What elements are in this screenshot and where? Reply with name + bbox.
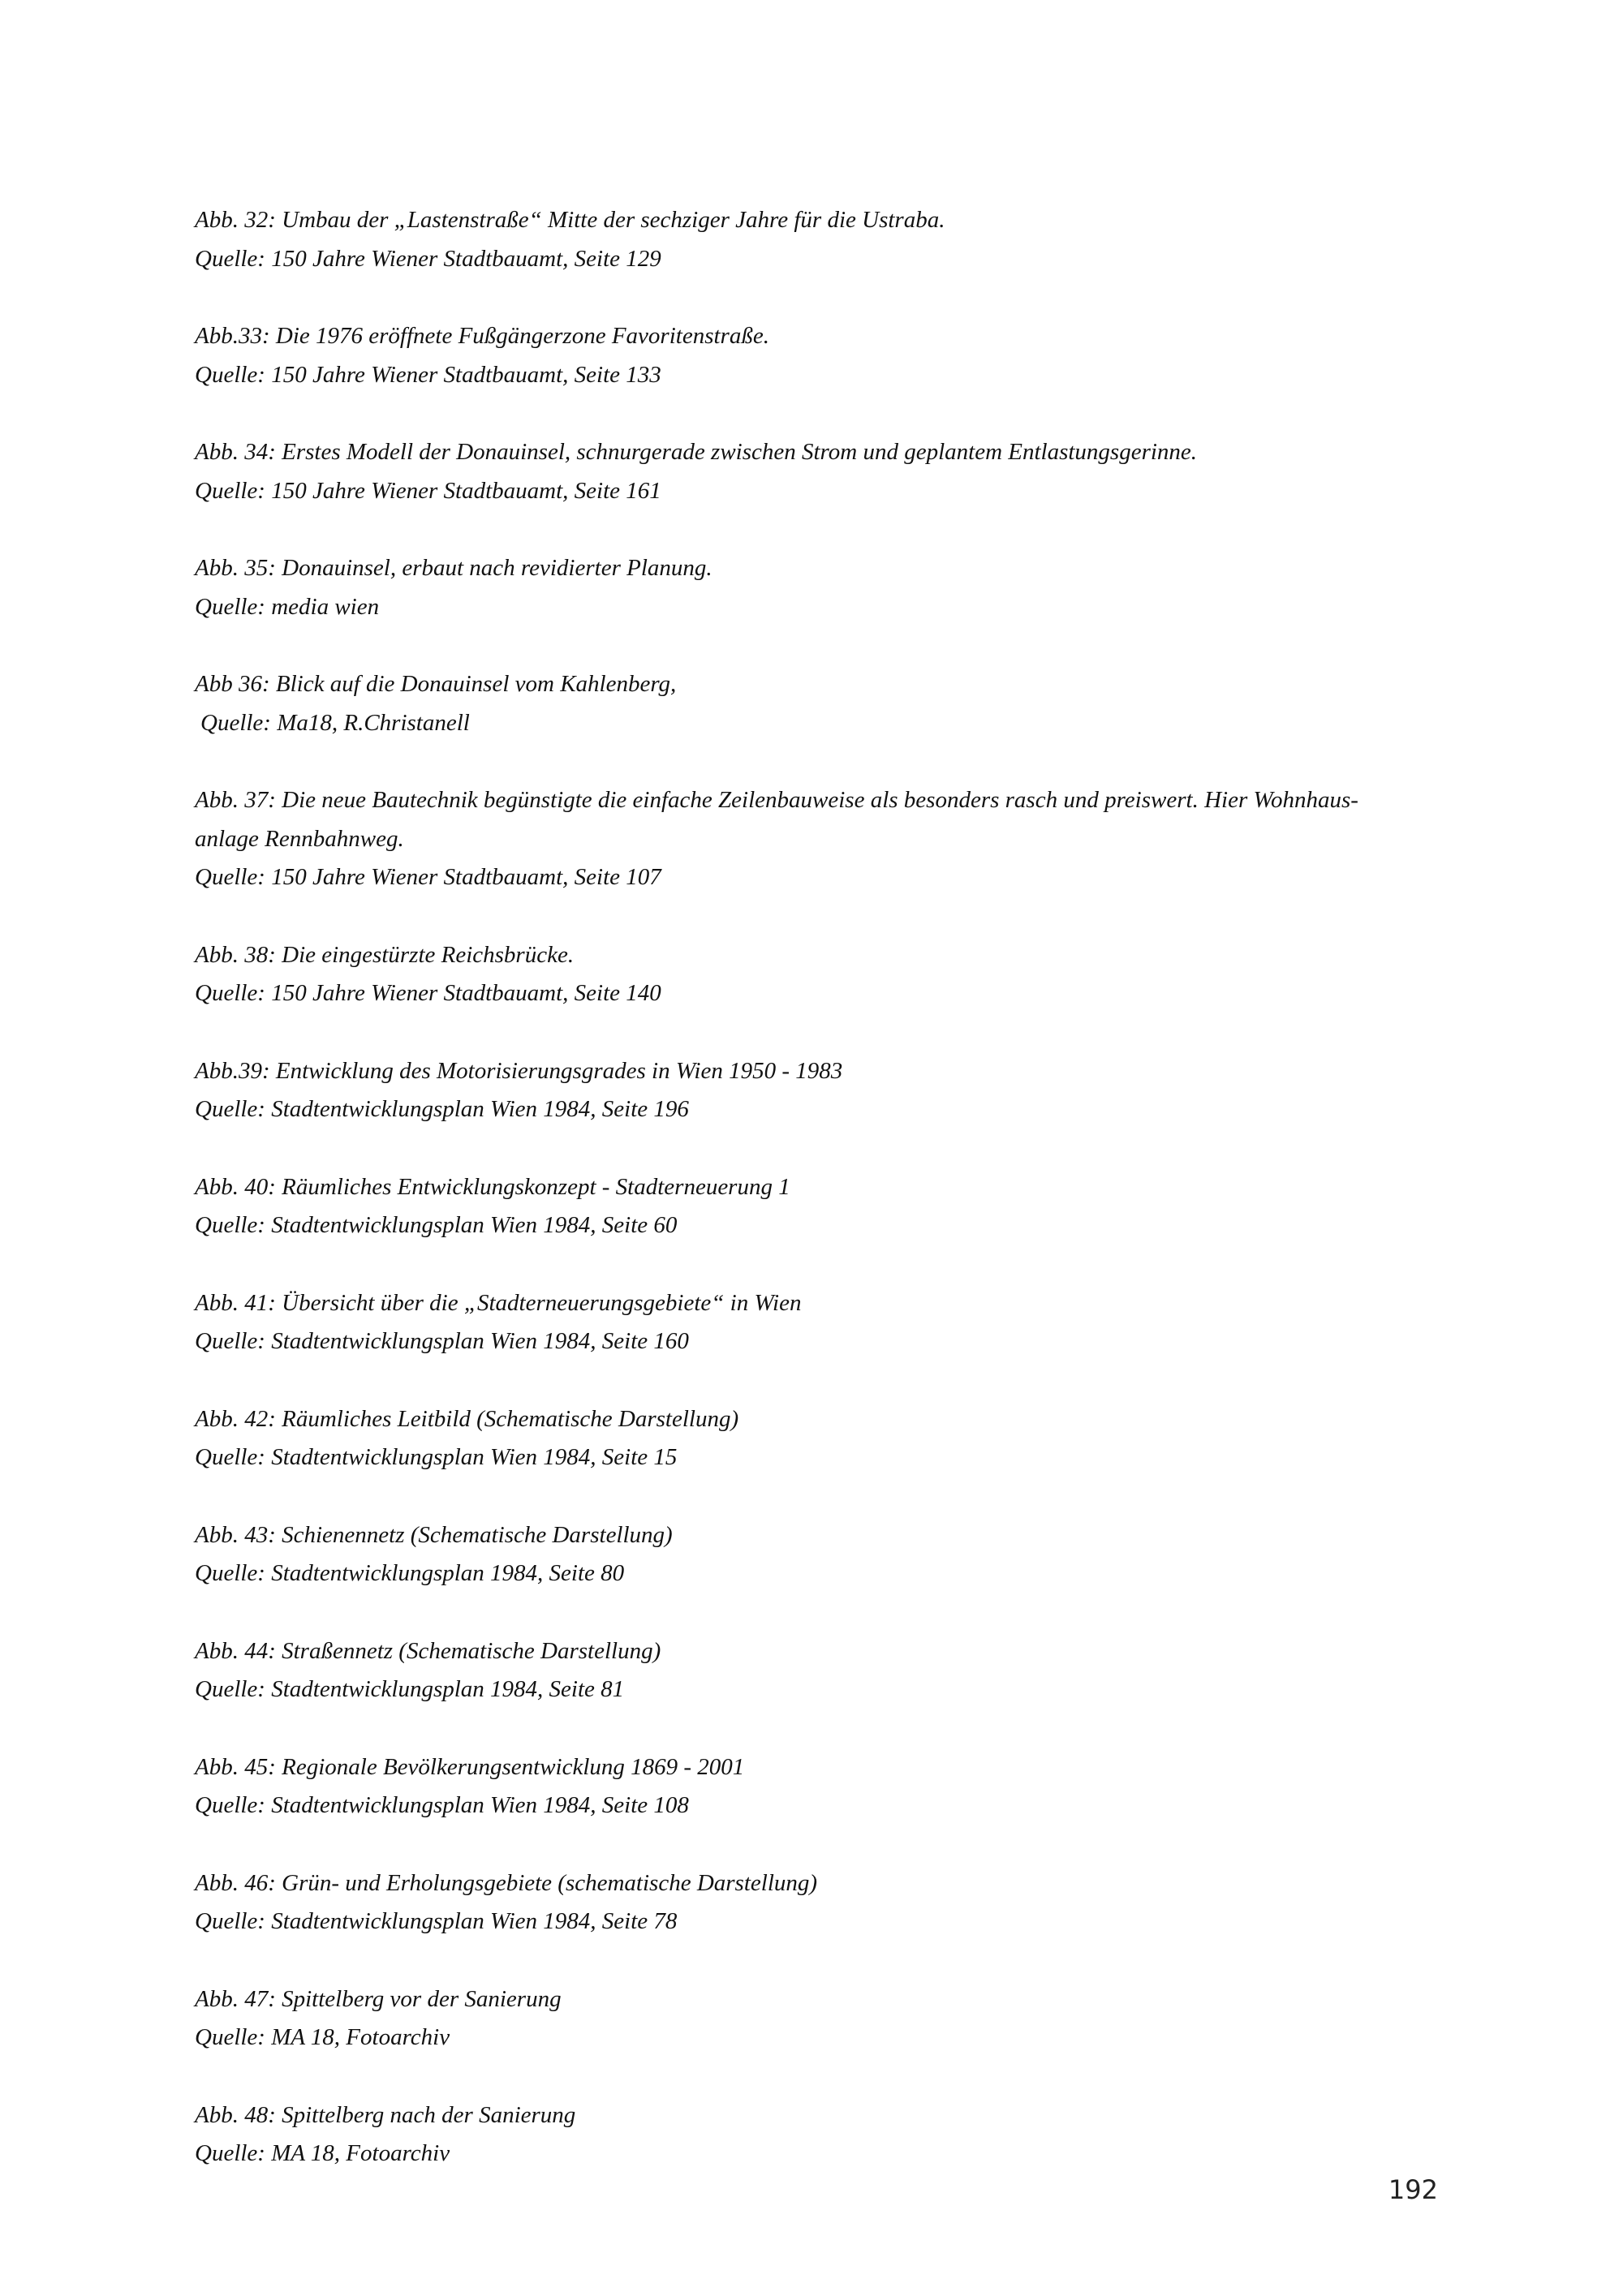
figure-entry: [195, 1980, 1436, 2057]
figure-entry: [195, 1284, 1436, 1361]
figure-source: Quelle: 150 Jahre Wiener Stadtbauamt, Seite 133: [195, 361, 661, 388]
figure-entry: [195, 1864, 1436, 1941]
figure-entry: [195, 936, 1436, 1013]
figure-source: Quelle: Stadtentwicklungsplan Wien 1984, Seite 15: [195, 1444, 678, 1470]
figure-source: Quelle: 150 Jahre Wiener Stadtbauamt, Seite 161: [195, 477, 661, 504]
figure-source: Quelle: 150 Jahre Wiener Stadtbauamt, Seite 107: [195, 864, 661, 890]
figure-caption: Abb. 37: Die neue Bautechnik begünstigte die einfache Zeilenbauweise als besonders rasch und preiswert. Hier Wohnhaus-: [195, 787, 1358, 813]
figure-caption: Abb. 35: Donauinsel, erbaut nach revidierter Planung.: [195, 555, 712, 581]
figure-caption: Abb. 43: Schienennetz (Schematische Darstellung): [195, 1521, 673, 1548]
figure-caption: Abb.33: Die 1976 eröffnete Fußgängerzone Favoritenstraße.: [195, 323, 769, 349]
figure-source: Quelle: MA 18, Fotoarchiv: [195, 2140, 450, 2166]
figure-source: Quelle: Stadtentwicklungsplan Wien 1984, Seite 78: [195, 1908, 678, 1934]
figure-source: Quelle: Ma18, R.Christanell: [200, 709, 470, 736]
figure-source: Quelle: MA 18, Fotoarchiv: [195, 2024, 450, 2050]
figure-caption: Abb. 40: Räumliches Entwicklungskonzept - Stadterneuerung 1: [195, 1173, 790, 1200]
figure-entry: [195, 549, 1436, 626]
figure-caption: Abb. 45: Regionale Bevölkerungsentwicklung 1869 - 2001: [195, 1753, 745, 1780]
figure-caption: Abb. 38: Die eingestürzte Reichsbrücke.: [195, 941, 575, 968]
figure-source: Quelle: Stadtentwicklungsplan Wien 1984, Seite 108: [195, 1792, 689, 1818]
figure-caption-continued: anlage Rennbahnweg.: [195, 825, 404, 852]
figure-caption: Abb. 34: Erstes Modell der Donauinsel, schnurgerade zwischen Strom und geplantem Entlastungsgerinne.: [195, 439, 1198, 465]
figure-entry: [195, 1516, 1436, 1593]
figure-entry: [195, 1632, 1436, 1709]
figure-caption: Abb 36: Blick auf die Donauinsel vom Kahlenberg,: [195, 671, 677, 697]
figure-caption: Abb. 32: Umbau der „Lastenstraße“ Mitte der sechziger Jahre für die Ustraba.: [195, 207, 945, 233]
figure-source: Quelle: 150 Jahre Wiener Stadtbauamt, Seite 129: [195, 245, 661, 272]
figure-entry: [195, 1748, 1436, 1825]
figure-source: Quelle: Stadtentwicklungsplan 1984, Seite 81: [195, 1676, 625, 1702]
figure-caption: Abb. 44: Straßennetz (Schematische Darstellung): [195, 1637, 661, 1664]
figure-entry: [195, 433, 1436, 510]
figure-entry: [195, 781, 1436, 897]
page-number: 192: [1388, 2174, 1438, 2205]
figure-source: Quelle: Stadtentwicklungsplan Wien 1984, Seite 196: [195, 1096, 689, 1122]
figure-entry: [195, 665, 1436, 742]
figure-source: Quelle: Stadtentwicklungsplan Wien 1984, Seite 160: [195, 1328, 689, 1354]
figure-caption: Abb. 47: Spittelberg vor der Sanierung: [195, 1985, 562, 2012]
figure-caption: Abb. 48: Spittelberg nach der Sanierung: [195, 2101, 576, 2128]
figure-caption: Abb.39: Entwicklung des Motorisierungsgrades in Wien 1950 - 1983: [195, 1057, 843, 1084]
figure-entry: [195, 2096, 1436, 2173]
figure-caption: Abb. 46: Grün- und Erholungsgebiete (schematische Darstellung): [195, 1869, 818, 1896]
figure-source: Quelle: Stadtentwicklungsplan Wien 1984, Seite 60: [195, 1212, 678, 1238]
figure-entry: [195, 201, 1436, 278]
figure-caption: Abb. 41: Übersicht über die „Stadterneuerungsgebiete“ in Wien: [195, 1289, 802, 1316]
figure-source: Quelle: 150 Jahre Wiener Stadtbauamt, Seite 140: [195, 980, 661, 1006]
figure-source: Quelle: Stadtentwicklungsplan 1984, Seite 80: [195, 1560, 625, 1586]
figure-caption: Abb. 42: Räumliches Leitbild (Schematische Darstellung): [195, 1405, 739, 1432]
figure-entry: [195, 1168, 1436, 1245]
figure-entry: [195, 317, 1436, 394]
figure-entry: [195, 1400, 1436, 1477]
figure-entry: [195, 1052, 1436, 1129]
figure-source: Quelle: media wien: [195, 593, 380, 620]
figure-list: [195, 201, 1436, 2212]
